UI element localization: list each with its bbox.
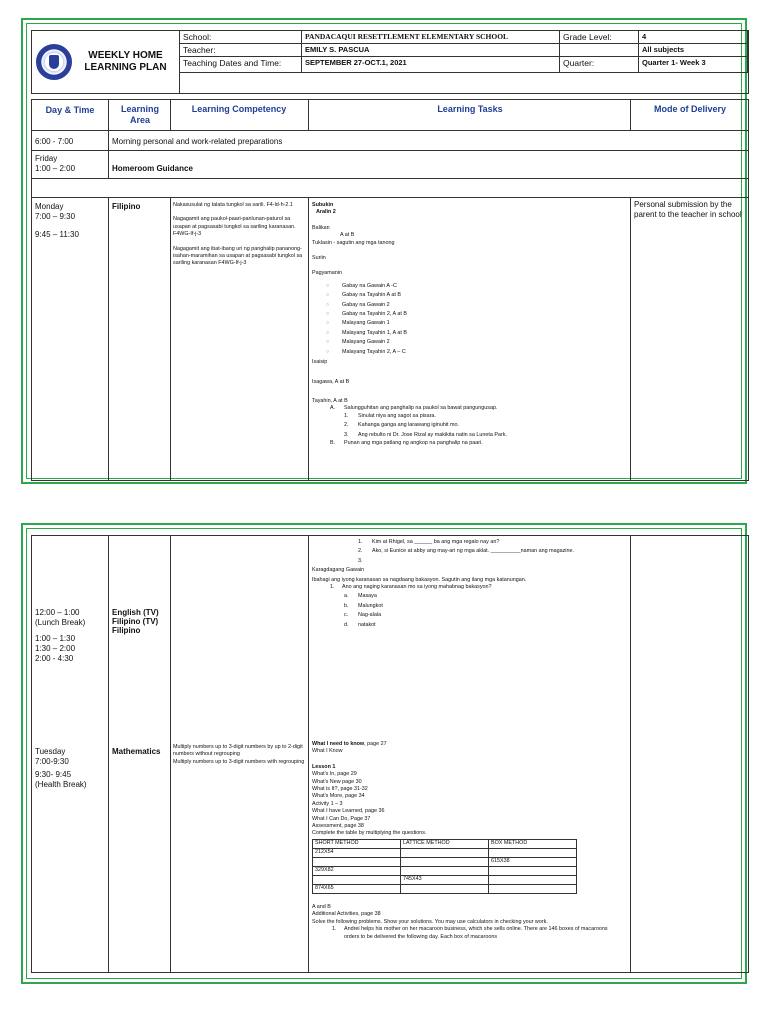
quarter-value: Quarter 1- Week 3	[639, 57, 748, 73]
table-row: SHORT METHOD LATTICE METHOD BOX METHOD	[313, 839, 577, 848]
monday-time-1: 7:00 – 9:30	[35, 212, 76, 221]
row-prep-text: Morning personal and work-related preparations	[112, 137, 283, 146]
table-row: 212X54	[313, 848, 577, 857]
row-prep-time: 6:00 - 7:00	[35, 137, 74, 146]
plan-table-continued	[31, 535, 749, 973]
area-filipino-tv: Filipino (TV)	[112, 617, 159, 626]
teacher-label: Teacher:	[180, 44, 302, 57]
monday-area: Filipino	[112, 202, 141, 211]
filipino-tasks-continued: 1. Kim at Rhigel, sa ______ ba ang mga regalo nay an? 2. Ako, si Eunice at abby ang may-ari ng mga aklat. __________naman ang magazine. 3. Karagdagang Gawain Ibahagi ang iyong karanasan sa nagdaang bakasyon. Sagutin ang ilang mga katanungan. 1. Ano ang naging karanasan mo sa iyong mahabnag bakasyon? a. Masaya b. Malungkot c. Nag-alala d. natakot	[312, 539, 574, 628]
col-learning-area: Learning Area	[120, 104, 159, 125]
row-homeroom-day: Friday	[35, 154, 58, 163]
area-filipino: Filipino	[112, 626, 141, 635]
school-label: School:	[180, 31, 302, 44]
monday-delivery: Personal submission by the parent to the teacher in school	[634, 200, 742, 219]
time-c: 2:00 - 4:30	[35, 654, 74, 663]
time-a: 1:00 – 1:30	[35, 634, 76, 643]
school-value: PANDACAQUI RESETTLEMENT ELEMENTARY SCHOOL	[302, 31, 560, 44]
filipino-tasks: Subukin Aralin 2 Balikan A at B Tuklasin - sagutin ang mga tanong Suriin Pagyamanin ○ Gabay na Gawain A -C ○ Gabay na Tayahin A at B ○ Gabay na Gawain 2 ○ Gabay na Tayahin 2, A at B ○ Malayang Gawain 1 ○ Malayang Tayahin 1, A at B ○ Malayang Gawain 2 ○ Malayang Tayahin 2, A – C Isaisip Isagawa, A at B Tayahin, A at B A. Salungguhitan ang panghalip na paukol sa bawat pangungusap. 1. Sinulat niya ang sagot sa pisara. 2. Kahanga ganga ang larawang iginuhit mo. 3. Ang rebulto ni Dr. Jose Rizal ay makikita natin sa Luneta Park. B. Punan ang mga patlang ng angkop na panghalip na paari.	[312, 202, 628, 447]
plan-page-2	[21, 523, 747, 984]
plan-table	[31, 99, 749, 481]
time-b: 1:30 – 2:00	[35, 644, 76, 653]
plan-title: WEEKLY HOME LEARNING PLAN	[84, 50, 167, 73]
quarter-label: Quarter:	[560, 57, 639, 73]
plan-header	[31, 30, 749, 94]
tuesday-day: Tuesday	[35, 747, 66, 756]
teacher-value: EMILY S. PASCUA	[302, 44, 560, 57]
header-info-grid	[179, 30, 749, 94]
area-mathematics: Mathematics	[112, 747, 161, 756]
tuesday-time-1: 7:00-9:30	[35, 757, 69, 766]
math-competencies: Multiply numbers up to 3-digit numbers by up to 2-digit numbers without regrouping Multiply numbers up to 3-digit numbers with regrouping	[173, 744, 305, 765]
table-row: 745X43	[313, 875, 577, 884]
health-break: (Health Break)	[35, 780, 87, 789]
table-row: 874X65	[313, 884, 577, 893]
pagyamanin-list: ○ Gabay na Gawain A -C ○ Gabay na Tayahin A at B ○ Gabay na Gawain 2 ○ Gabay na Tayahin 2, A at B ○ Malayang Gawain 1 ○ Malayang Tayahin 1, A at B ○ Malayang Gawain 2 ○ Malayang Tayahin 2, A – C	[312, 283, 628, 356]
subject-value: All subjects	[639, 44, 748, 57]
col-day-time: Day & Time	[45, 105, 95, 115]
lunch-label: (Lunch Break)	[35, 618, 86, 627]
table-row: 329X82	[313, 866, 577, 875]
grade-blank	[560, 44, 639, 57]
header-title-box	[31, 30, 179, 94]
math-tasks: What I need to know, page 27 What I Know Lesson 1 What's In, page 29 What's New page 30 What is It?, page 31-32 What's More, page 34 Activity 1 – 3 What I have Learned, page 36 What I Can Do, Page 37 Assessment, page 38 Complete the table by multiplying the questions. SHORT METHOD LATTICE METHOD BOX METHOD 212X54 615X38 329X82 745X43 874X65 A and B Additional Activities, page 38 Solve the following problems. Show your solutions. You may use calculators in checking your work. 1. Andrei helps his mother on her macaroon business, which she sells online. There are 146 boxes of macaroons orders to be delivered the following day. Each box of macaroons	[312, 741, 608, 940]
plan-page-1	[21, 18, 747, 484]
multiplication-methods-table	[312, 839, 577, 894]
grade-value: 4	[639, 31, 748, 44]
area-english-tv: English (TV)	[112, 608, 159, 617]
grade-label: Grade Level:	[560, 31, 639, 44]
tuesday-time-2: 9:30- 9:45	[35, 770, 72, 779]
col-mode-delivery: Mode of Delivery	[653, 104, 727, 114]
col-learning-competency: Learning Competency	[191, 104, 287, 114]
monday-day: Monday	[35, 202, 64, 211]
monday-time-2: 9:45 – 11:30	[35, 230, 79, 239]
dates-value: SEPTEMBER 27-OCT.1, 2021	[302, 57, 560, 73]
row-homeroom-text: Homeroom Guidance	[112, 164, 193, 173]
filipino-competencies: Nakasusulat ng talata tungkol sa sarili. F4-ld-h-2.1 Nagagamit ang paukol-paari-panlunan-paturol sa usapan at pagsasabi tungkol sa sariling karanasan. F4WG-If-j-3 Nagagamit ang ibat-ibang uri ng panghalip pananong-isahan-maramihan sa usapan at pagsasabi tungkol sa sariling karanasan F4WG-If-j-3	[173, 202, 303, 267]
col-learning-tasks: Learning Tasks	[437, 104, 503, 114]
deped-seal-icon	[36, 44, 72, 80]
table-row: 615X38	[313, 857, 577, 866]
lunch-time: 12:00 – 1:00	[35, 608, 80, 617]
row-homeroom-time: 1:00 – 2:00	[35, 164, 76, 173]
dates-label: Teaching Dates and Time:	[180, 57, 302, 73]
